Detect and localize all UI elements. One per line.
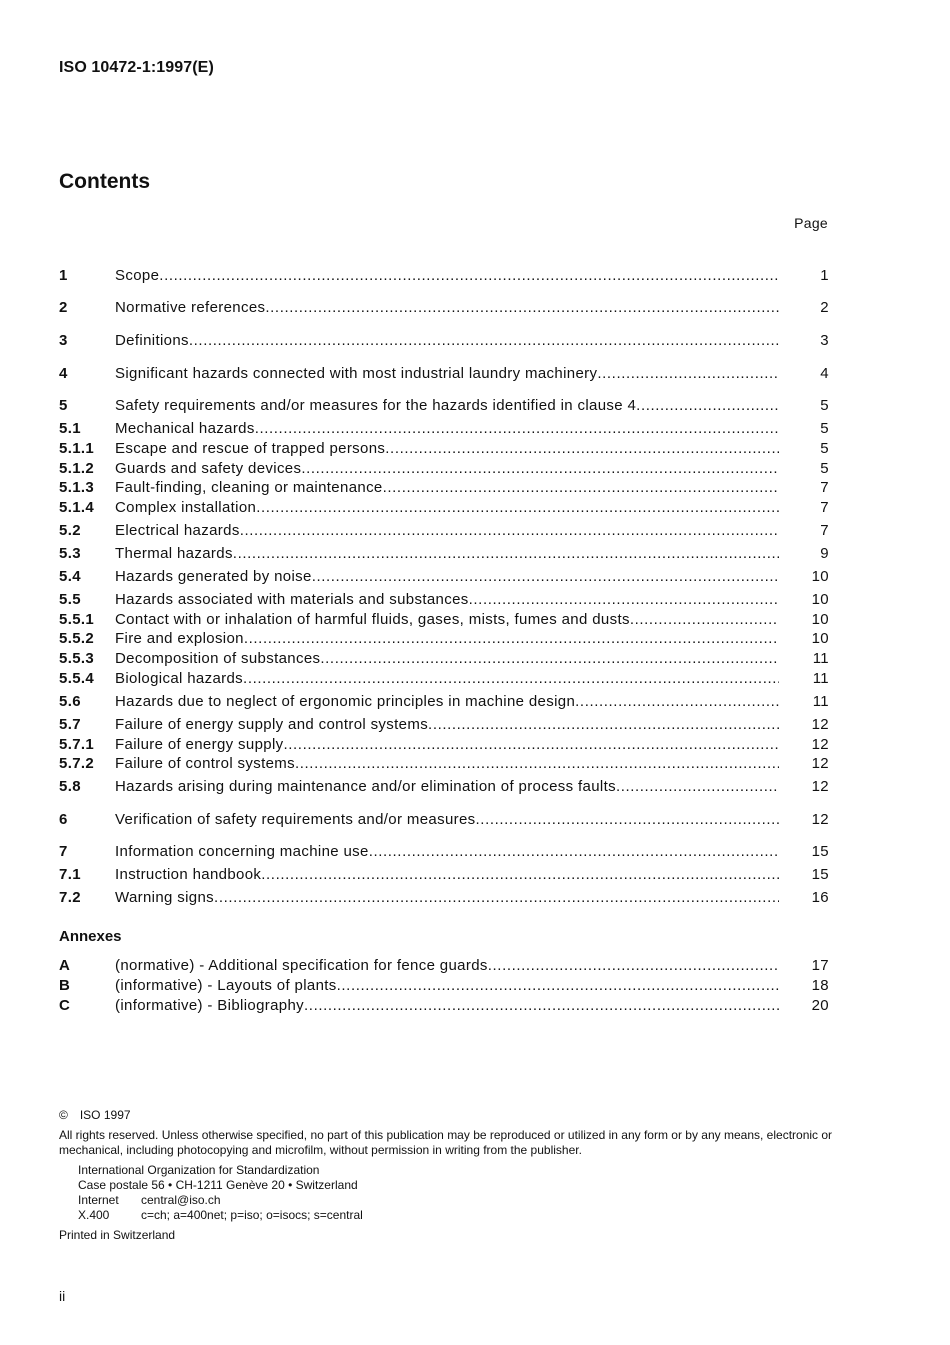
toc-entry-page: 2 [820, 299, 829, 316]
toc-entry-number: 5.1.4 [59, 499, 95, 516]
toc-entry-page: 7 [820, 479, 829, 496]
toc-entry-number: 5.1.3 [59, 479, 95, 496]
annex-title: (normative) - Additional specification for fence guards [115, 957, 488, 974]
toc-entry-page: 16 [811, 889, 829, 906]
toc-entry-title: Failure of energy supply and control systems [115, 716, 429, 733]
toc-entry[interactable] [59, 331, 829, 351]
page-column-label: Page [794, 215, 828, 231]
toc-entry-number: 5.7.1 [59, 736, 95, 753]
toc-entry-number: 7.2 [59, 889, 81, 906]
toc-entry[interactable] [59, 298, 829, 318]
toc-entry-title: Information concerning machine use [115, 843, 369, 860]
toc-entry-title: Fire and explosion [115, 630, 244, 647]
copyright-holder: ISO 1997 [79, 1108, 131, 1122]
toc-entry-number: 5.5.3 [59, 650, 95, 667]
annex-title: (informative) - Layouts of plants [115, 977, 337, 994]
toc-entry-number: 5.1 [59, 420, 81, 437]
toc-entry-page: 12 [811, 736, 829, 753]
toc-entry-title: Scope [115, 267, 160, 284]
toc-entry[interactable] [59, 364, 829, 384]
toc-entry-number: 5 [59, 397, 68, 414]
toc-entry[interactable] [59, 865, 829, 885]
toc-entry-page: 5 [820, 440, 829, 457]
toc-entry[interactable] [59, 419, 829, 439]
toc-entry-title: Biological hazards [115, 670, 244, 687]
toc-entry-title: Mechanical hazards [115, 420, 255, 437]
toc-entry[interactable] [59, 439, 829, 459]
toc-entry-title: Escape and rescue of trapped persons [115, 440, 386, 457]
toc-entry-number: 5.5.4 [59, 670, 95, 687]
printed-in: Printed in Switzerland [59, 1228, 176, 1242]
toc-entry-page: 9 [820, 545, 829, 562]
rights-statement: All rights reserved. Unless otherwise specified, no part of this publication may be reproduced or utilized in any form or by any means, electronic or mechanical, including photocopying and microfilm, without permission in writing from the publisher. [59, 1128, 833, 1157]
toc-entry-title: Hazards generated by noise [115, 568, 312, 585]
toc-entry-title: Definitions [115, 332, 189, 349]
x400-address: c=ch; a=400net; p=iso; o=isocs; s=central [141, 1208, 363, 1222]
toc-entry-page: 12 [811, 778, 829, 795]
toc-entry-number: 6 [59, 811, 68, 828]
toc-entry-title: Safety requirements and/or measures for the hazards identified in clause 4 [115, 397, 637, 414]
toc-entry[interactable] [59, 754, 829, 774]
toc-entry-title: Failure of energy supply [115, 736, 284, 753]
toc-entry-page: 5 [820, 460, 829, 477]
toc-entry[interactable] [59, 715, 829, 735]
internet-address[interactable]: central@iso.ch [141, 1193, 221, 1207]
toc-entry-number: 5.1.1 [59, 440, 95, 457]
annex-letter: B [59, 977, 71, 994]
toc-entry-page: 15 [811, 843, 829, 860]
toc-entry[interactable] [59, 459, 829, 479]
toc-entry-title: Verification of safety requirements and/or measures [115, 811, 476, 828]
internet-label: Internet [78, 1193, 119, 1207]
toc-entry-number: 5.5.1 [59, 611, 95, 628]
annex-entry[interactable] [59, 976, 829, 996]
toc-entry-title: Electrical hazards [115, 522, 240, 539]
toc-entry[interactable] [59, 521, 829, 541]
toc-entry-page: 11 [812, 650, 829, 667]
toc-entry-number: 5.5 [59, 591, 81, 608]
toc-entry-page: 12 [811, 811, 829, 828]
copyright-icon: © [59, 1108, 68, 1122]
toc-entry[interactable] [59, 266, 829, 286]
annex-title: (informative) - Bibliography [115, 997, 305, 1014]
toc-entry-title: Fault-finding, cleaning or maintenance [115, 479, 383, 496]
toc-entry-title: Warning signs [115, 889, 215, 906]
toc-entry[interactable] [59, 888, 829, 908]
annex-entry[interactable] [59, 956, 829, 976]
annexes-heading: Annexes [59, 928, 122, 945]
toc-entry-number: 5.5.2 [59, 630, 95, 647]
toc-entry-title: Hazards associated with materials and substances [115, 591, 469, 608]
toc-entry[interactable] [59, 498, 829, 518]
toc-entry[interactable] [59, 777, 829, 797]
toc-entry-page: 11 [812, 670, 829, 687]
toc-entry-page: 7 [820, 499, 829, 516]
toc-entry[interactable] [59, 629, 829, 649]
toc-entry-page: 7 [820, 522, 829, 539]
toc-entry-number: 5.2 [59, 522, 81, 539]
toc-entry-number: 5.7 [59, 716, 81, 733]
toc-entry-page: 4 [820, 365, 829, 382]
org-address: Case postale 56 • CH-1211 Genève 20 • Switzerland [78, 1178, 358, 1192]
x400-label: X.400 [78, 1208, 110, 1222]
annex-page: 17 [811, 957, 829, 974]
toc-entry-number: 5.6 [59, 693, 81, 710]
toc-entry[interactable] [59, 567, 829, 587]
x400-line [78, 1208, 363, 1223]
toc-entry[interactable] [59, 810, 829, 830]
annex-entry[interactable] [59, 996, 829, 1016]
toc-entry-page: 3 [820, 332, 829, 349]
toc-entry-page: 1 [820, 267, 829, 284]
annex-page: 18 [811, 977, 829, 994]
toc-entry-title: Failure of control systems [115, 755, 295, 772]
toc-entry-page: 10 [811, 568, 829, 585]
toc-entry[interactable] [59, 478, 829, 498]
toc-entry[interactable] [59, 396, 829, 416]
toc-entry-number: 5.7.2 [59, 755, 95, 772]
toc-entry-page: 10 [811, 611, 829, 628]
toc-entry-title: Contact with or inhalation of harmful fluids, gases, mists, fumes and dusts [115, 611, 630, 628]
toc-entry-page: 15 [811, 866, 829, 883]
internet-line [78, 1193, 221, 1208]
toc-entry-number: 2 [59, 299, 68, 316]
toc-entry-number: 3 [59, 332, 68, 349]
toc-entry-title: Complex installation [115, 499, 257, 516]
toc-entry-number: 7.1 [59, 866, 81, 883]
toc-entry-page: 5 [820, 397, 829, 414]
toc-entry-number: 4 [59, 365, 68, 382]
toc-entry-title: Normative references [115, 299, 266, 316]
toc-entry-page: 5 [820, 420, 829, 437]
toc-entry-page: 11 [812, 693, 829, 710]
toc-entry-title: Decomposition of substances [115, 650, 321, 667]
toc-entry-title: Thermal hazards [115, 545, 233, 562]
annex-page: 20 [811, 997, 829, 1014]
toc-entry[interactable] [59, 735, 829, 755]
page-number: ii [59, 1288, 66, 1304]
annex-letter: C [59, 997, 71, 1014]
org-name: International Organization for Standardization [78, 1163, 320, 1177]
annex-letter: A [59, 957, 71, 974]
toc-entry-title: Guards and safety devices [115, 460, 302, 477]
toc-entry-page: 10 [811, 630, 829, 647]
page-title: Contents [59, 170, 150, 193]
toc-entry-page: 12 [811, 755, 829, 772]
document-id: ISO 10472-1:1997(E) [59, 59, 214, 76]
toc-entry-title: Hazards due to neglect of ergonomic principles in machine design [115, 693, 576, 710]
toc-entry-page: 10 [811, 591, 829, 608]
toc-entry-number: 5.4 [59, 568, 81, 585]
copyright-line [59, 1108, 131, 1122]
toc-entry-number: 5.3 [59, 545, 81, 562]
toc-entry[interactable] [59, 544, 829, 564]
toc-entry-page: 12 [811, 716, 829, 733]
toc-entry[interactable] [59, 610, 829, 630]
toc-entry-number: 7 [59, 843, 68, 860]
toc-entry[interactable] [59, 842, 829, 862]
toc-entry[interactable] [59, 669, 829, 689]
toc-entry-title: Instruction handbook [115, 866, 262, 883]
toc-entry[interactable] [59, 692, 829, 712]
toc-entry-number: 5.1.2 [59, 460, 95, 477]
toc-entry-number: 1 [59, 267, 68, 284]
toc-entry-title: Significant hazards connected with most industrial laundry machinery [115, 365, 598, 382]
toc-entry[interactable] [59, 649, 829, 669]
toc-entry[interactable] [59, 590, 829, 610]
toc-entry-number: 5.8 [59, 778, 81, 795]
toc-entry-title: Hazards arising during maintenance and/or elimination of process faults [115, 778, 616, 795]
